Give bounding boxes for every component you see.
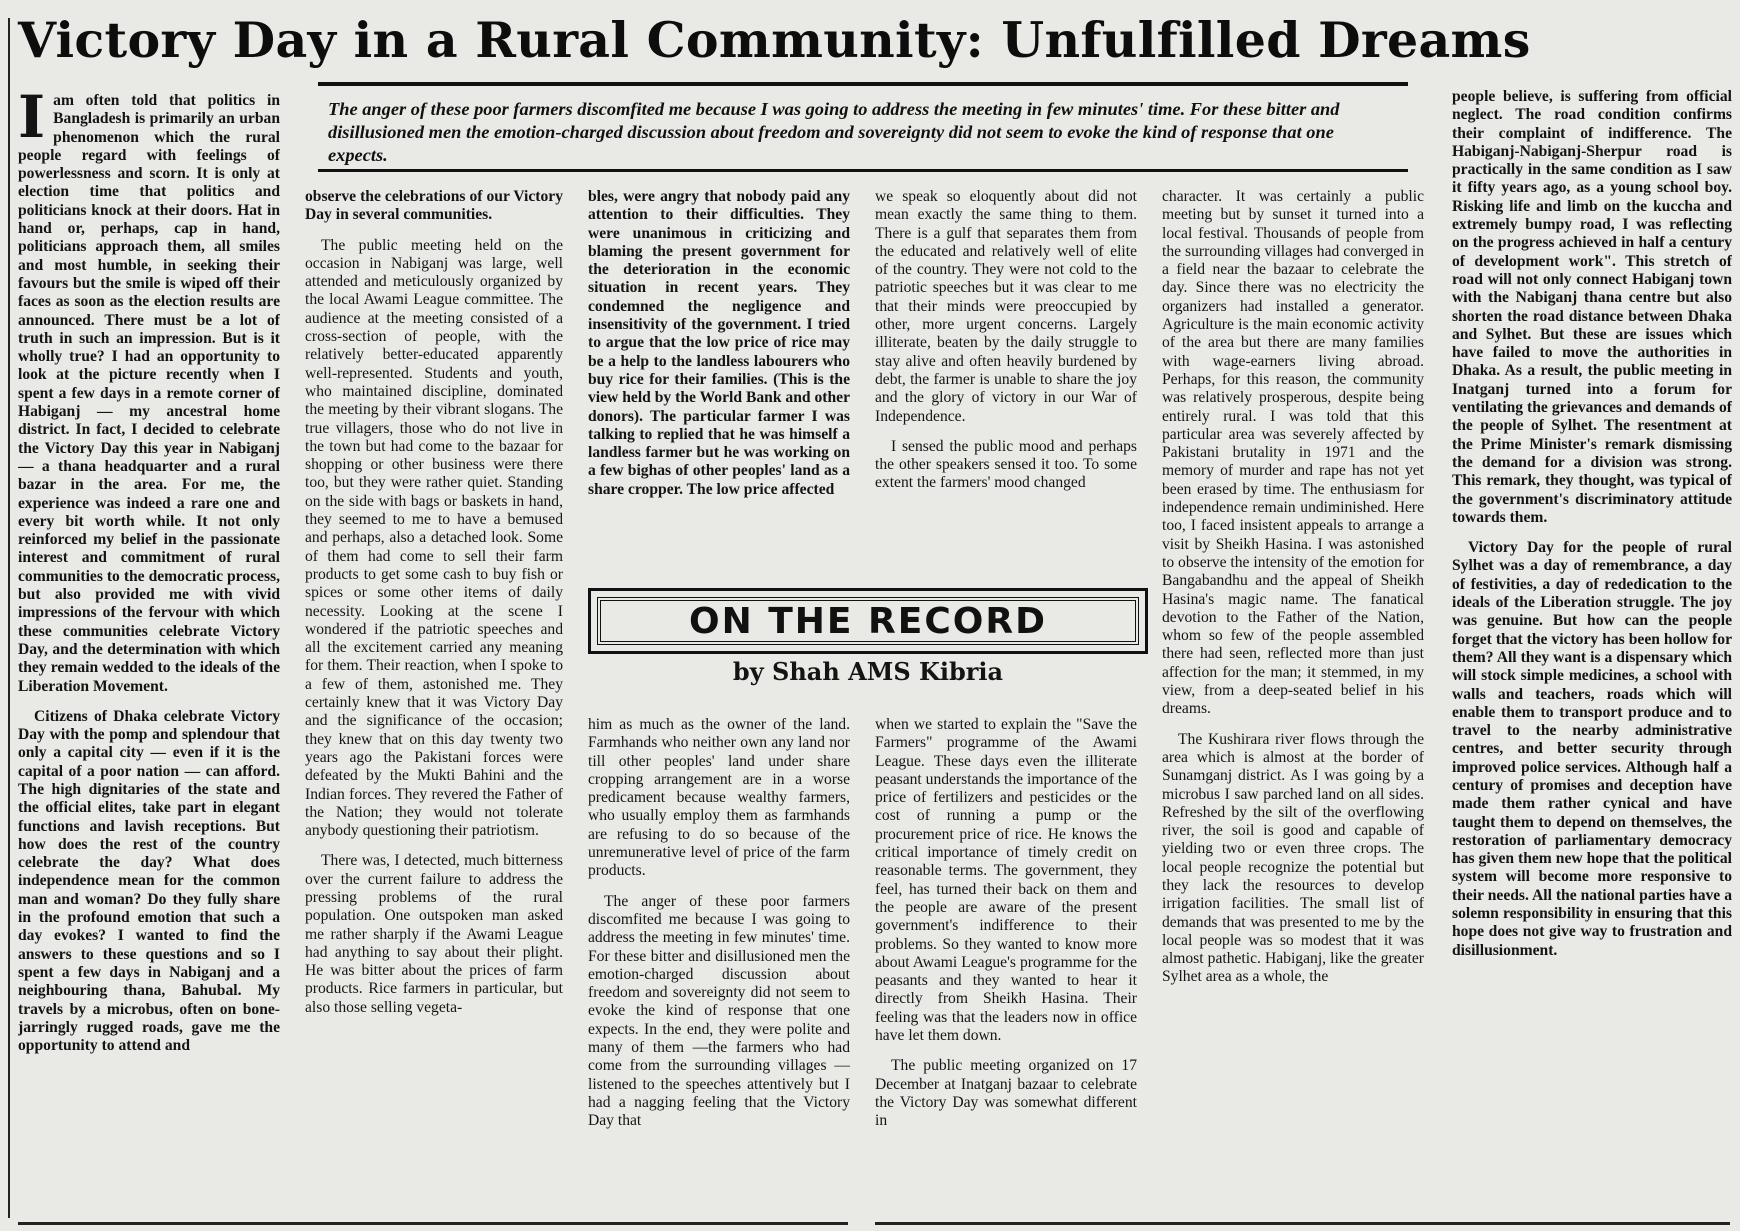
col3-bottom-paragraph-1: him as much as the owner of the land. Farmhands who neither own any land nor till other peoples' land under share cropping arrangement are in a worse predicament because wealthy farmers, who usually employ them as farmhands are refusing to do so because of the unremunerative level of price of the farm products. bbox=[588, 716, 850, 880]
col2-paragraph-1: observe the celebrations of our Victory Day in several communities. bbox=[305, 188, 563, 224]
on-the-record-box bbox=[588, 588, 1148, 654]
column-title: ON THE RECORD bbox=[688, 600, 1047, 642]
column-5 bbox=[1162, 188, 1424, 1210]
column-3-bottom bbox=[588, 716, 850, 1210]
col3-top-paragraph-1: bles, were angry that nobody paid any attention to their difficulties. They were unanimous in criticizing and blaming the present government for the deterioration in the economic situation in recent years. They condemned the negligence and insensitivity of the government. I tried to argue that the low price of rice may be a help to the landless labourers who buy rice for their families. (This is the view held by the World Bank and other donors). The particular farmer I was talking to replied that he was himself a landless farmer but he was working on a few bighas of other peoples' land as a share cropper. The low price affected bbox=[588, 188, 850, 498]
col1-paragraph-1: am often told that politics in Bangladesh is primarily an urban phenomenon which the rural people regard with feelings of powerlessness and scorn. It is only at election time that politics and politicians knock at their doors. Hat in hand or, perhaps, cap in hand, politicians approach them, all smiles and most humble, in seeking their favours but the smile is wiped off their faces as soon as the election results are announced. There must be a lot of truth in such an impression. But is it wholly true? I had an opportunity to look at the picture recently when I spent a few days in a remote corner of Habiganj — my ancestral home district. In fact, I decided to celebrate the Victory Day this year in Nabiganj — a thana headquarter and a rural bazar in the area. For me, the experience was indeed a rare one and every bit worth while. It not only reinforced my belief in the passionate interest and commitment of rural communities to the democratic process, but also provided me with vivid impressions of the fervour with which these communities celebrate Victory Day, and the determination with which they remain wedded to the ideals of the Liberation Movement. bbox=[18, 92, 280, 695]
col1-paragraph-2: Citizens of Dhaka celebrate Victory Day with the pomp and splendour that only a capital city — even if it is the capital of a poor nation — can afford. The high dignitaries of the state and the official elites, take part in elegant functions and lavish receptions. But how does the rest of the country celebrate the day? What does independence mean for the common man and woman? Do they fully share in the profound emotion that such a day evokes? I wanted to find the answers to these questions and so I spent a few days in Nabiganj and a neighbouring thana, Bahubal. My travels by a microbus, often on bone-jarringly rugged roads, gave me the opportunity to attend and bbox=[18, 707, 280, 1055]
col4-bottom-paragraph-2: The public meeting organized on 17 December at Inatganj bazaar to celebrate the Victory Day was somewhat different in bbox=[875, 1057, 1137, 1130]
col6-paragraph-2: Victory Day for the people of rural Sylhet was a day of remembrance, a day of festivities, a day of rededication to the ideals of the Liberation struggle. The joy was genuine. But how can the people forget that the victory has been hollow for them? All they want is a dispensary which will stock simple medicines, a school with walls and teachers, roads which will enable them to transport produce and to travel to the nearby administrative centres, and better security through improved police services. Although half a century of promises and deception have made them rather cynical and have taught them to depend on themselves, the restoration of parliamentary democracy has given them new hope that the political system will become more responsive to their needs. All the national parties have a solemn responsibility in ensuring that this hope does not give way to frustration and disillusionment. bbox=[1452, 539, 1732, 959]
column-1 bbox=[18, 92, 280, 1210]
col5-paragraph-2: The Kushirara river flows through the area which is almost at the border of Sunamganj district. As I was going by a microbus I saw parched land on all sides. Refreshed by the silt of the overflowing river, the soil is good and capable of yielding two or even three crops. The local people recognize the potential but they lack the resources to develop irrigation facilities. The small list of demands that was presented to me by the local people was so modest that it was almost pathetic. Habiganj, like the greater Sylhet area as a whole, the bbox=[1162, 730, 1424, 986]
col2-paragraph-2: The public meeting held on the occasion in Nabiganj was large, well attended and meticulously organized by the local Awami League committee. The audience at the meeting consisted of a cross-section of people, with the relatively better-educated apparently well-represented. Students and youth, who maintained discipline, dominated the meeting by their vibrant slogans. The true villagers, those who do not live in the town but had come to the bazaar for shopping or other business were there too, but they were rather quiet. Standing on the side with bags or baskets in hand, they seemed to me to have a bemused and perhaps, also a detached look. Some of them had come to sell their farm products to get some cash to buy fish or spices or some other items of daily necessity. Looking at the scene I wondered if the patriotic speeches and all the excitement carried any meaning for them. Their reaction, when I spoke to a few of them, astonished me. They certainly knew that it was Victory Day and the significance of the occasion; they knew that on this day twenty two years ago the Pakistani forces were defeated by the Mukti Bahini and the Indian forces. They revered the Father of the Nation; they would not tolerate anybody questioning their patriotism. bbox=[305, 236, 563, 840]
left-column-rule bbox=[8, 18, 10, 1218]
bottom-rule-right bbox=[875, 1222, 1730, 1225]
col2-paragraph-3: There was, I detected, much bitterness over the current failure to address the pressing problems of the rural population. One outspoken man asked me rather sharply if the Awami League had anything to say about their plight. He was bitter about the prices of farm products. Rice farmers in particular, but also those selling vegeta- bbox=[305, 852, 563, 1016]
article-headline: Victory Day in a Rural Community: Unfulfilled Dreams bbox=[18, 11, 1531, 69]
col6-paragraph-1: people believe, is suffering from official neglect. The road condition confirms their complaint of indifference. The Habiganj-Nabiganj-Sherpur road is practically in the same condition as I saw it fifty years ago, as a young school boy. Risking life and limb on the kuccha and extremely bumpy road, I was reflecting on the progress achieved in half a century of development work". This stretch of road will not only connect Habiganj town with the Nabiganj thana centre but also shorten the road distance between Dhaka and Sylhet. But these are issues which have failed to move the authorities in Dhaka. As a result, the public meeting in Inatganj turned into a forum for ventilating the grievances and demands of the people of Sylhet. The resentment at the Prime Minister's remark dismissing the demand for a division was strong. This remark, they thought, was typical of the government's discriminatory attitude towards them. bbox=[1452, 88, 1732, 526]
col3-bottom-paragraph-2: The anger of these poor farmers discomfited me because I was going to address the meeting in few minutes' time. For these bitter and disillusioned men the emotion-charged discussion about freedom and sovereignty did not seem to evoke the kind of response that one expects. In the end, they were polite and many of them —the farmers who had come from the surrounding villages — listened to the speeches attentively but I had a nagging feeling that the Victory Day that bbox=[588, 892, 850, 1130]
col4-top-paragraph-1: we speak so eloquently about did not mean exactly the same thing to them. There is a gulf that separates them from the educated and relatively well of elite of the country. They were not cold to the patriotic speeches but it was clear to me that their minds were preoccupied by other, more urgent concerns. Largely illiterate, beaten by the daily struggle to stay alive and often heavily burdened by debt, the farmer is unable to share the joy and the glory of victory in our War of Independence. bbox=[875, 188, 1137, 425]
column-3-top bbox=[588, 188, 850, 573]
col4-bottom-paragraph-1: when we started to explain the "Save the Farmers" programme of the Awami League. These days even the illiterate peasant understands the importance of the price of fertilizers and pesticides or the cost of running a pump or the procurement price of rice. He knows the critical importance of timely credit on reasonable terms. The government, they feel, has turned their back on them and the people are aware of the present government's indifference to their problems. So they wanted to know more about Awami League's programme for the peasants and they wanted to hear it directly from Sheikh Hasina. Their feeling was that the leaders now in office have let them down. bbox=[875, 716, 1137, 1045]
pull-quote-box bbox=[318, 82, 1408, 172]
byline: by Shah AMS Kibria bbox=[732, 657, 1004, 686]
bottom-rule-left bbox=[18, 1222, 848, 1225]
col5-paragraph-1: character. It was certainly a public meeting but by sunset it turned into a local festival. Thousands of people from the surrounding villages had converged in a field near the bazaar to celebrate the day. Since there was no electricity the organizers had installed a generator. Agriculture is the main economic activity of the area but there are many families with wage-earners living abroad. Perhaps, for this reason, the community was relatively prosperous, despite being entirely rural. I was told that this particular area was severely affected by Pakistani brutality in 1971 and the memory of murder and rape has not yet been erased by time. The enthusiasm for independence remain undiminished. Here too, I faced insistent appeals to arrange a visit by Sheikh Hasina. I was astonished to observe the intensity of the emotion for Bangabandhu and the appeal of Sheikh Hasina's magic name. The fanatical devotion to the Father of the Nation, whom so few of the people assembled there had seen, reflected more than just affection for the man; it stemmed, in my view, from a deep-seated belief in his dreams. bbox=[1162, 188, 1424, 718]
column-4-bottom bbox=[875, 716, 1137, 1210]
column-4-top bbox=[875, 188, 1137, 573]
drop-cap: I bbox=[18, 92, 46, 151]
column-6 bbox=[1452, 88, 1732, 1210]
col4-top-paragraph-2: I sensed the public mood and perhaps the other speakers sensed it too. To some extent the farmers' mood changed bbox=[875, 437, 1137, 492]
pull-quote-text: The anger of these poor farmers discomfited me because I was going to address the meeting in few minutes' time. For these bitter and disillusioned men the emotion-charged discussion about freedom and sovereignty did not seem to evoke the kind of response that one expects. bbox=[328, 99, 1340, 165]
column-2 bbox=[305, 188, 563, 1210]
